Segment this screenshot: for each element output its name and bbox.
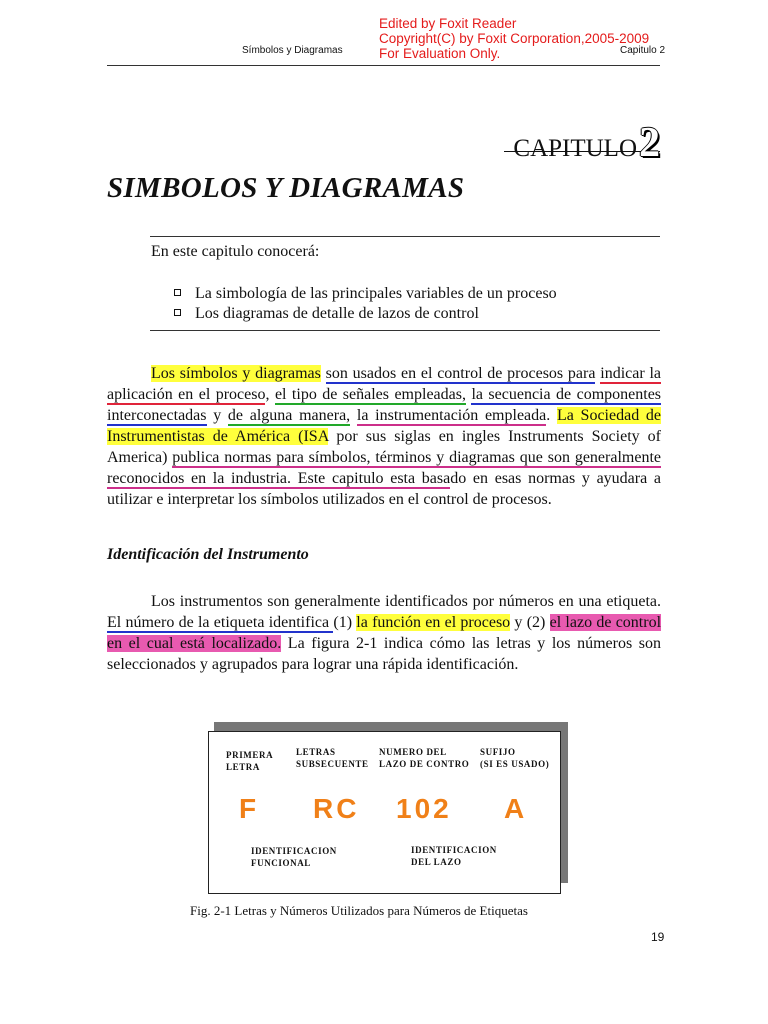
- text: La figura 2-1 indica cómo las letras y los números son seleccionados y agrupados para lograr una rápida identificación.: [107, 635, 662, 673]
- text: .: [546, 407, 557, 424]
- square-bullet-icon: [174, 309, 181, 316]
- page-title: SIMBOLOS Y DIAGRAMAS: [107, 172, 465, 204]
- watermark-line: Copyright(C) by Foxit Corporation,2005-2009: [379, 31, 650, 46]
- code-suffix: A: [504, 793, 528, 824]
- underline-annotation: indicar la aplicación en el proceso: [107, 365, 661, 403]
- text: ,: [265, 386, 275, 403]
- underline-annotation: de alguna manera,: [227, 407, 351, 424]
- label-numero-lazo: NUMERO DEL LAZO DE CONTRO: [379, 747, 470, 769]
- objective-item: [174, 305, 479, 323]
- objective-text: Los diagramas de detalle de lazos de control: [195, 305, 479, 322]
- running-header-chapter: Capitulo 2: [620, 45, 666, 56]
- underline-annotation: El número de la etiqueta identifica: [107, 614, 334, 631]
- text: por sus siglas en ingles Instruments Society of America): [107, 428, 661, 466]
- text: Los instrumentos son generalmente identificados por números en una etiqueta.: [151, 593, 661, 610]
- chapter-word: CAPITULO: [513, 135, 637, 162]
- label-identificacion-funcional: IDENTIFICACION FUNCIONAL: [251, 846, 337, 868]
- label-letras-subsecuente: LETRAS SUBSECUENTE: [296, 747, 369, 769]
- objective-item: [174, 285, 557, 303]
- label-primera-letra: PRIMERA LETRA: [226, 750, 274, 772]
- chapter-heading: [504, 105, 660, 166]
- highlight: La Sociedad de Instrumentistas de América (ISA: [107, 407, 662, 445]
- code-subsequent-letters: RC: [313, 793, 360, 824]
- highlight: Los símbolos y diagramas: [151, 365, 321, 382]
- page-number: 19: [651, 930, 665, 944]
- section-heading: Identificación del Instrumento: [107, 546, 309, 563]
- chapter-number: 2: [639, 120, 660, 166]
- text: y (2): [510, 614, 550, 631]
- header-divider: [107, 65, 660, 66]
- underline-annotation: la secuencia de componentes interconectadas: [107, 386, 662, 424]
- watermark-line: For Evaluation Only.: [379, 46, 501, 61]
- objective-text: La simbología de las principales variables de un proceso: [195, 285, 557, 302]
- objectives-intro: En este capitulo conocerá:: [151, 243, 320, 260]
- text: y: [206, 407, 228, 424]
- text: [350, 407, 357, 424]
- text: do en esas normas y ayudara a utilizar e interpretar los símbolos utilizados en el control de procesos.: [107, 470, 661, 508]
- intro-paragraph: [107, 363, 661, 510]
- code-first-letter: F: [239, 793, 260, 824]
- running-header-title: Símbolos y Diagramas: [242, 45, 343, 56]
- figure-caption: Fig. 2-1 Letras y Números Utilizados para Números de Etiquetas: [190, 903, 528, 918]
- text: (1): [333, 614, 357, 631]
- objectives-bottom-rule: [150, 330, 660, 331]
- watermark-line: Edited by Foxit Reader: [379, 16, 517, 31]
- tag-number-figure: [208, 731, 561, 894]
- underline-annotation: son usados en el control de procesos para: [325, 365, 596, 382]
- objectives-top-rule: [150, 236, 660, 237]
- highlight: la función en el proceso: [356, 614, 511, 631]
- foxit-watermark: [379, 16, 649, 61]
- highlight: el lazo de control en el cual está localizado.: [107, 614, 662, 652]
- text: [321, 365, 326, 382]
- square-bullet-icon: [174, 289, 181, 296]
- underline-annotation: la instrumentación empleada: [356, 407, 547, 424]
- underline-annotation: publica normas para símbolos, términos y diagramas que son generalmente reconocidos en la industria. Este capitulo esta basa: [107, 449, 661, 487]
- code-loop-number: 102: [396, 793, 452, 824]
- label-sufijo: SUFIJO (SI ES USADO): [480, 747, 550, 769]
- label-identificacion-lazo: IDENTIFICACION DEL LAZO: [411, 845, 497, 867]
- underline-annotation: el tipo de señales empleadas,: [274, 386, 466, 403]
- body-paragraph: [107, 591, 661, 675]
